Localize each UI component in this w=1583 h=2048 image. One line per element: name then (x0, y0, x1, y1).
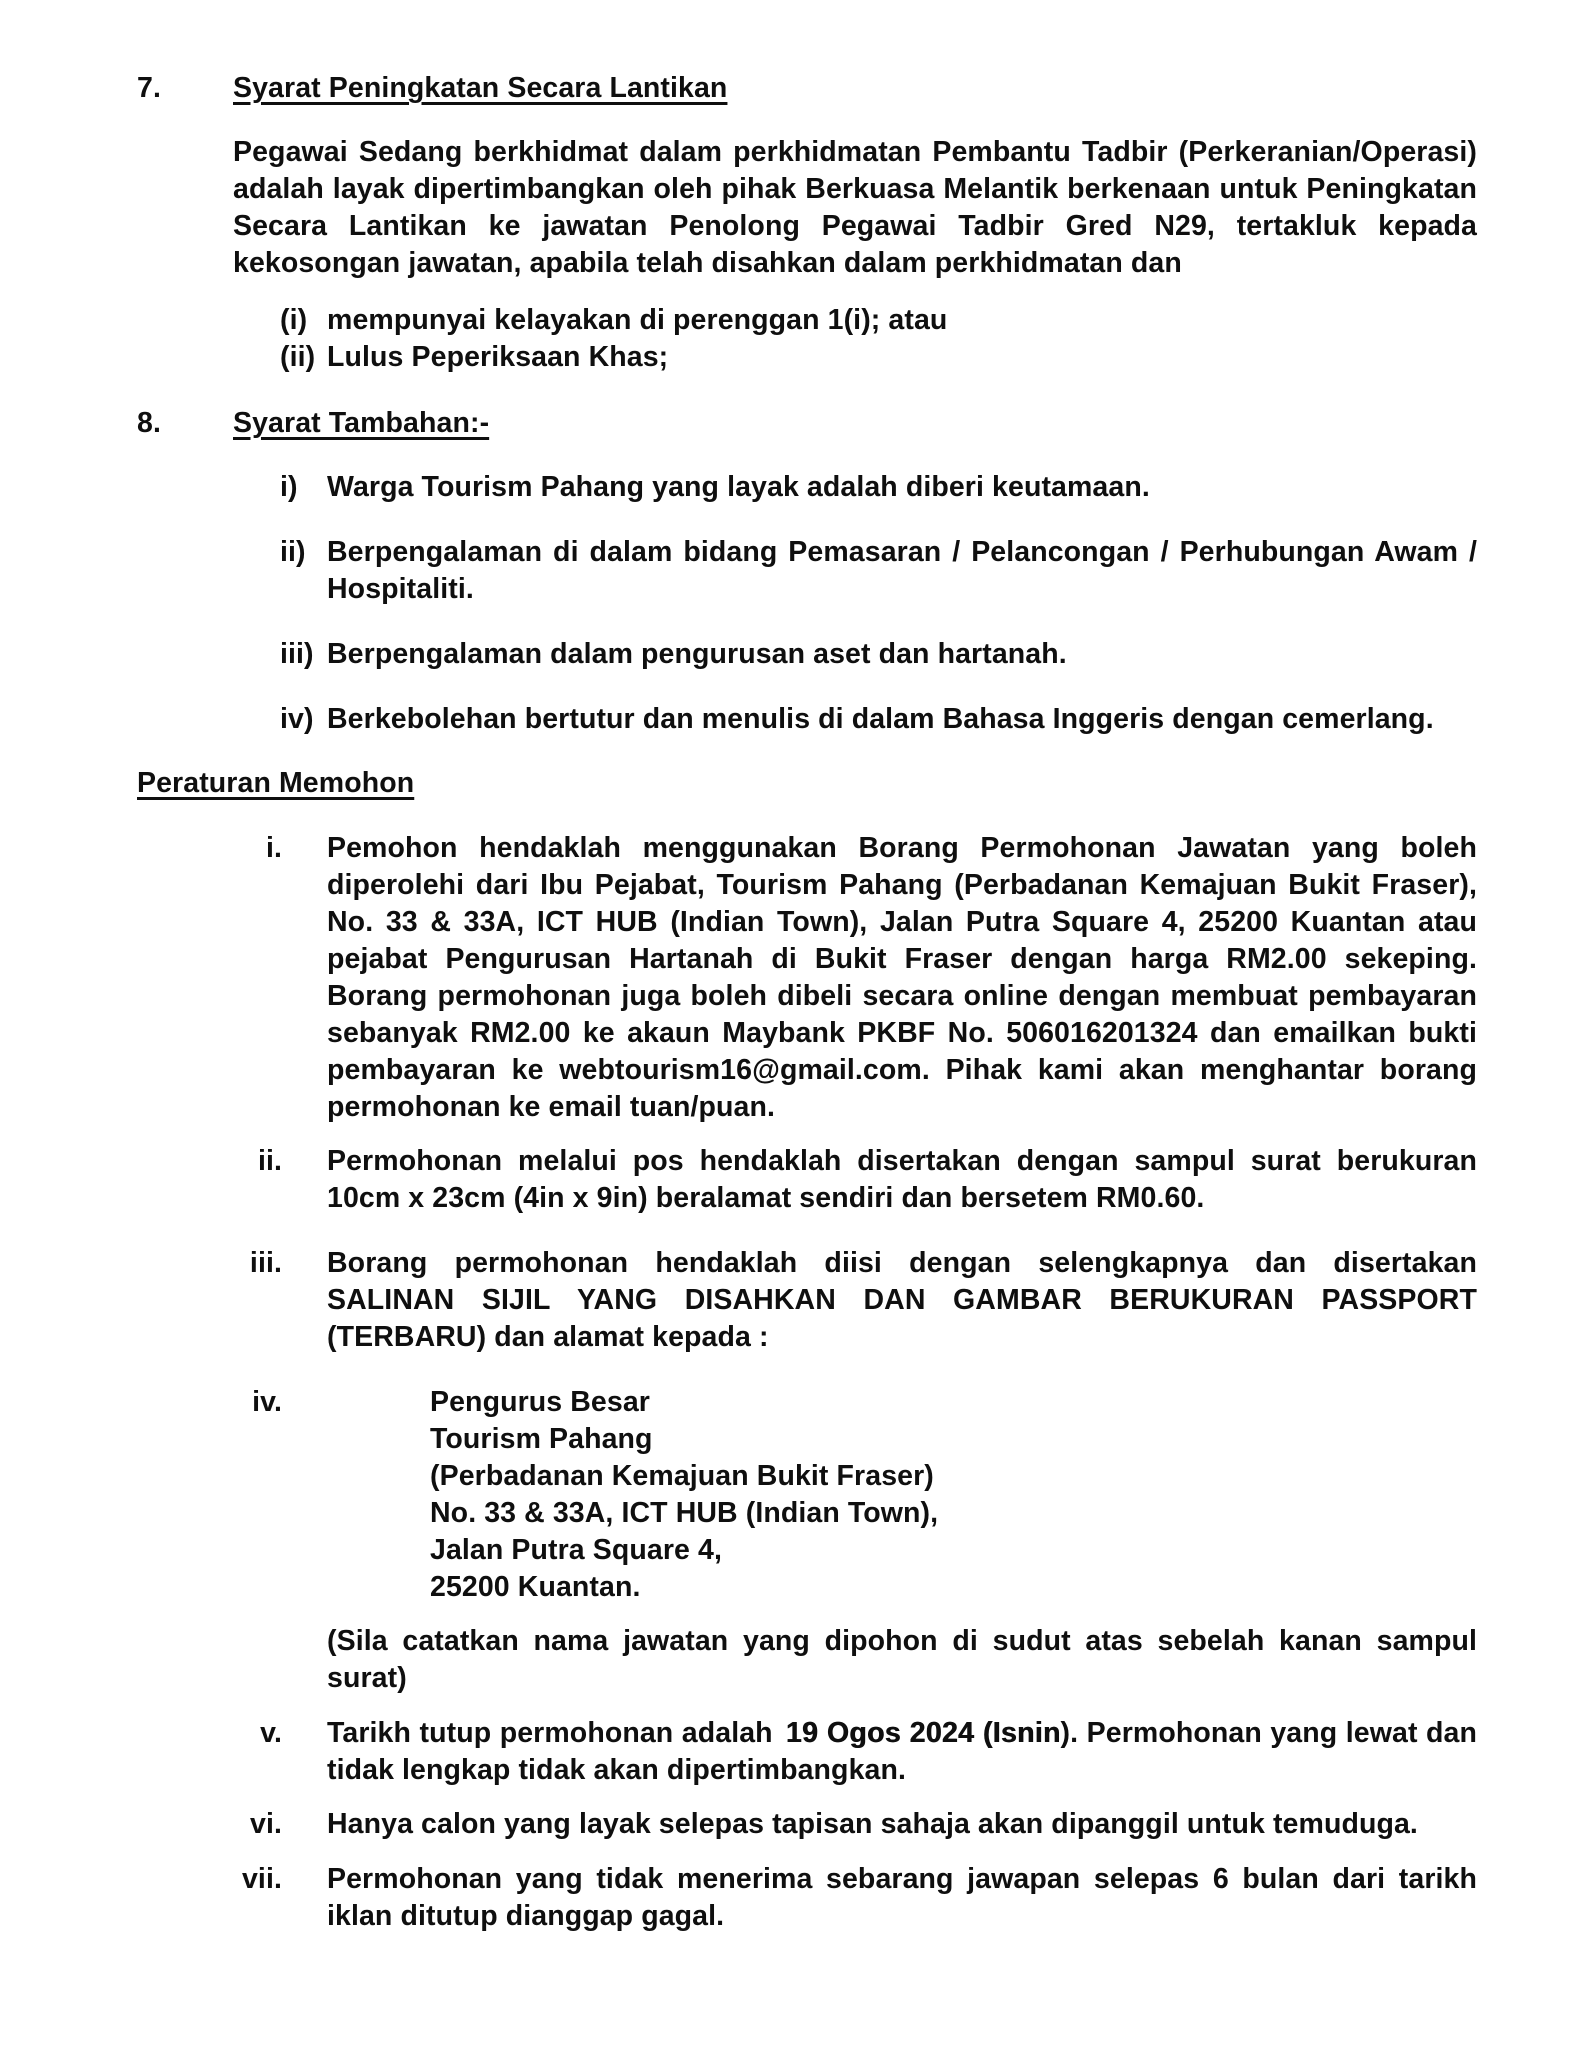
address-line: Pengurus Besar (430, 1386, 650, 1418)
mailing-address (430, 1384, 1477, 1606)
closing-date-text-after: ). Permohonan yang lewat dan tidak lengkap tidak akan dipertimbangkan. (327, 1717, 1478, 1786)
list-marker: ii) (280, 536, 306, 568)
list-item-text: Borang permohonan hendaklah diisi dengan selengkapnya dan disertakan SALINAN SIJIL YANG DISAHKAN DAN GAMBAR BERUKURAN PASSPORT (TERBARU) dan alamat kepada : (327, 1247, 1477, 1353)
list-marker: v. (260, 1717, 282, 1749)
section-7-number: 7. (137, 72, 161, 104)
list-item-text: Hanya calon yang layak selepas tapisan sahaja akan dipanggil untuk temuduga. (327, 1808, 1418, 1840)
section-8-item-i (280, 469, 1477, 506)
section-8-number: 8. (137, 407, 161, 439)
rule-item-vi (137, 1806, 1477, 1843)
list-item-text: Berpengalaman dalam pengurusan aset dan hartanah. (327, 638, 1067, 670)
list-marker: iii. (249, 1247, 282, 1279)
section-8-item-iv (280, 701, 1477, 738)
list-marker: vii. (241, 1863, 282, 1895)
list-marker: (ii) (280, 341, 316, 373)
list-item-text: Permohonan melalui pos hendaklah disertakan dengan sampul surat berukuran 10cm x 23cm (4in x 9in) beralamat sendiri dan bersetem RM0.60. (327, 1145, 1477, 1214)
list-marker: iv. (252, 1386, 282, 1418)
rule-item-iv (137, 1384, 1477, 1697)
list-item-text: Warga Tourism Pahang yang layak adalah diberi keutamaan. (327, 471, 1150, 503)
list-item-text: Berkebolehan bertutur dan menulis di dalam Bahasa Inggeris dengan cemerlang. (327, 703, 1434, 735)
list-item-text: mempunyai kelayakan di perenggan 1(i); atau (327, 304, 948, 336)
list-item-text: Lulus Peperiksaan Khas; (327, 341, 669, 373)
list-marker: i) (280, 471, 298, 503)
list-marker: ii. (257, 1145, 282, 1177)
list-marker: i. (265, 832, 282, 864)
rule-item-iii (137, 1245, 1477, 1356)
rule-item-ii (137, 1143, 1477, 1217)
address-line: (Perbadanan Kemajuan Bukit Fraser) (430, 1460, 934, 1492)
section-7-heading: Syarat Peningkatan Secara Lantikan (233, 72, 728, 104)
list-item-text: Berpengalaman di dalam bidang Pemasaran / Pelancongan / Perhubungan Awam / Hospitaliti. (327, 536, 1477, 605)
application-rules-heading: Peraturan Memohon (137, 767, 415, 799)
list-item-text: Pemohon hendaklah menggunakan Borang Permohonan Jawatan yang boleh diperolehi dari Ibu Pejabat, Tourism Pahang (Perbadanan Kemajuan Bukit Fraser), No. 33 & 33A, ICT HUB (Indian Town), Jalan Putra Square 4, 25200 Kuantan atau pejabat Pengurusan Hartanah di Bukit Fraser dengan harga RM2.00 sekeping. Borang permohonan juga boleh dibeli secara online dengan membuat pembayaran sebanyak RM2.00 ke akaun Maybank PKBF No. 506016201324 dan emailkan bukti pembayaran ke webtourism16@gmail.com. Pihak kami akan menghantar borang permohonan ke email tuan/puan. (327, 832, 1477, 1123)
rule-item-i (137, 830, 1477, 1126)
section-7-subitem-ii (280, 339, 1477, 376)
list-item-text (327, 1715, 1477, 1789)
section-8-heading: Syarat Tambahan:- (233, 407, 490, 439)
list-marker: iii) (280, 638, 314, 670)
rule-item-iv-body (327, 1384, 1477, 1697)
address-line: No. 33 & 33A, ICT HUB (Indian Town), (430, 1497, 939, 1529)
section-7-subitem-i (280, 302, 1477, 339)
section-8-heading-row (137, 405, 1477, 442)
section-7-heading-row (137, 70, 1477, 107)
section-7-paragraph: Pegawai Sedang berkhidmat dalam perkhidmatan Pembantu Tadbir (Perkeranian/Operasi) adalah layak dipertimbangkan oleh pihak Berkuasa Melantik berkenaan untuk Peningkatan Secara Lantikan ke jawatan Penolong Pegawai Tadbir Gred N29, tertakluk kepada kekosongan jawatan, apabila telah disahkan dalam perkhidmatan dan (233, 136, 1477, 279)
rule-item-v (137, 1715, 1477, 1789)
closing-date: 19 Ogos 2024 (Isnin (785, 1717, 1061, 1749)
list-marker: vi. (250, 1808, 282, 1840)
address-line: 25200 Kuantan. (430, 1571, 641, 1603)
rule-item-vii (137, 1861, 1477, 1935)
section-8-item-iii (280, 636, 1477, 673)
address-line: Tourism Pahang (430, 1423, 653, 1455)
closing-date-text-before: Tarikh tutup permohonan adalah (327, 1717, 773, 1749)
list-marker: iv) (280, 703, 314, 735)
list-marker: (i) (280, 304, 308, 336)
envelope-note: (Sila catatkan nama jawatan yang dipohon di sudut atas sebelah kanan sampul surat) (327, 1625, 1477, 1694)
address-line: Jalan Putra Square 4, (430, 1534, 722, 1566)
section-8-item-ii (280, 534, 1477, 608)
list-item-text: Permohonan yang tidak menerima sebarang jawapan selepas 6 bulan dari tarikh iklan ditutup dianggap gagal. (327, 1863, 1477, 1932)
